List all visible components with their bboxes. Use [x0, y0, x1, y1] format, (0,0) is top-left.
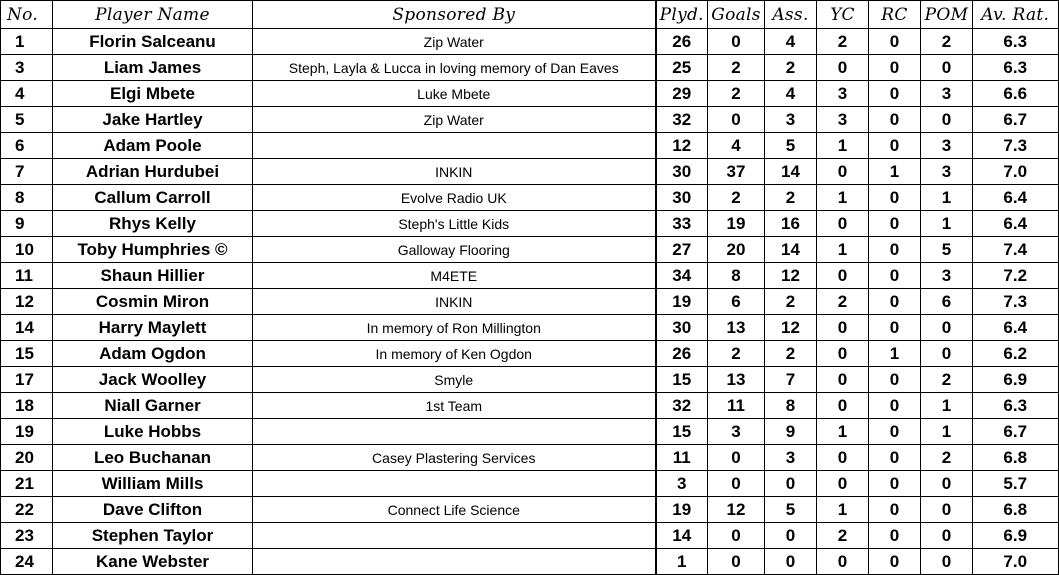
player-sponsor	[253, 523, 656, 549]
header-pom: POM	[921, 1, 973, 29]
player-number: 8	[1, 185, 53, 211]
player-sponsor: Steph, Layla & Lucca in loving memory of Dan Eaves	[253, 55, 656, 81]
player-of-match-count: 0	[921, 107, 973, 133]
table-row	[1, 237, 1059, 263]
goals-count: 2	[708, 185, 765, 211]
player-sponsor: INKIN	[253, 289, 656, 315]
red-cards-count: 0	[869, 445, 921, 471]
average-rating: 7.3	[973, 133, 1059, 159]
average-rating: 6.6	[973, 81, 1059, 107]
red-cards-count: 0	[869, 419, 921, 445]
average-rating: 6.2	[973, 341, 1059, 367]
table-row	[1, 55, 1059, 81]
yellow-cards-count: 3	[817, 107, 869, 133]
player-name: William Mills	[53, 471, 253, 497]
assists-count: 4	[765, 81, 817, 107]
yellow-cards-count: 0	[817, 159, 869, 185]
table-row	[1, 159, 1059, 185]
yellow-cards-count: 0	[817, 341, 869, 367]
goals-count: 13	[708, 315, 765, 341]
player-name: Jack Woolley	[53, 367, 253, 393]
player-name: Adam Ogdon	[53, 341, 253, 367]
red-cards-count: 0	[869, 133, 921, 159]
player-name: Florin Salceanu	[53, 29, 253, 55]
assists-count: 7	[765, 367, 817, 393]
yellow-cards-count: 1	[817, 419, 869, 445]
table-row	[1, 419, 1059, 445]
yellow-cards-count: 0	[817, 471, 869, 497]
header-player-name: Player Name	[53, 1, 253, 29]
yellow-cards-count: 2	[817, 523, 869, 549]
average-rating: 6.7	[973, 107, 1059, 133]
header-sponsored-by: Sponsored By	[253, 1, 656, 29]
player-name: Stephen Taylor	[53, 523, 253, 549]
red-cards-count: 0	[869, 367, 921, 393]
yellow-cards-count: 0	[817, 393, 869, 419]
goals-count: 2	[708, 81, 765, 107]
player-sponsor: Zip Water	[253, 29, 656, 55]
player-number: 6	[1, 133, 53, 159]
player-of-match-count: 0	[921, 523, 973, 549]
assists-count: 12	[765, 263, 817, 289]
average-rating: 6.8	[973, 497, 1059, 523]
average-rating: 6.4	[973, 185, 1059, 211]
assists-count: 0	[765, 549, 817, 575]
assists-count: 5	[765, 497, 817, 523]
player-name: Dave Clifton	[53, 497, 253, 523]
assists-count: 2	[765, 341, 817, 367]
player-name: Liam James	[53, 55, 253, 81]
played-count: 26	[656, 29, 708, 55]
player-of-match-count: 3	[921, 81, 973, 107]
average-rating: 6.9	[973, 523, 1059, 549]
assists-count: 14	[765, 159, 817, 185]
player-of-match-count: 5	[921, 237, 973, 263]
header-av-rat: Av. Rat.	[973, 1, 1059, 29]
yellow-cards-count: 1	[817, 237, 869, 263]
played-count: 12	[656, 133, 708, 159]
player-sponsor	[253, 549, 656, 575]
player-of-match-count: 0	[921, 55, 973, 81]
red-cards-count: 1	[869, 159, 921, 185]
assists-count: 2	[765, 185, 817, 211]
player-name: Cosmin Miron	[53, 289, 253, 315]
assists-count: 0	[765, 523, 817, 549]
player-sponsor: Luke Mbete	[253, 81, 656, 107]
red-cards-count: 0	[869, 263, 921, 289]
average-rating: 6.3	[973, 29, 1059, 55]
player-sponsor	[253, 133, 656, 159]
header-plyd: Plyd.	[656, 1, 708, 29]
table-row	[1, 523, 1059, 549]
yellow-cards-count: 1	[817, 185, 869, 211]
played-count: 26	[656, 341, 708, 367]
goals-count: 6	[708, 289, 765, 315]
assists-count: 2	[765, 55, 817, 81]
red-cards-count: 0	[869, 497, 921, 523]
player-number: 3	[1, 55, 53, 81]
player-name: Leo Buchanan	[53, 445, 253, 471]
header-row	[1, 1, 1059, 29]
player-name: Kane Webster	[53, 549, 253, 575]
player-name: Niall Garner	[53, 393, 253, 419]
player-sponsor: Galloway Flooring	[253, 237, 656, 263]
player-of-match-count: 6	[921, 289, 973, 315]
played-count: 27	[656, 237, 708, 263]
goals-count: 19	[708, 211, 765, 237]
red-cards-count: 1	[869, 341, 921, 367]
average-rating: 6.7	[973, 419, 1059, 445]
player-of-match-count: 0	[921, 315, 973, 341]
player-number: 15	[1, 341, 53, 367]
goals-count: 37	[708, 159, 765, 185]
player-sponsor	[253, 471, 656, 497]
player-sponsor: In memory of Ken Ogdon	[253, 341, 656, 367]
player-of-match-count: 0	[921, 471, 973, 497]
table-header	[1, 1, 1059, 29]
yellow-cards-count: 3	[817, 81, 869, 107]
player-of-match-count: 2	[921, 445, 973, 471]
player-of-match-count: 0	[921, 549, 973, 575]
table-row	[1, 289, 1059, 315]
player-name: Elgi Mbete	[53, 81, 253, 107]
table-row	[1, 29, 1059, 55]
red-cards-count: 0	[869, 107, 921, 133]
player-name: Toby Humphries ©	[53, 237, 253, 263]
goals-count: 3	[708, 419, 765, 445]
yellow-cards-count: 0	[817, 55, 869, 81]
red-cards-count: 0	[869, 211, 921, 237]
assists-count: 9	[765, 419, 817, 445]
header-yc: YC	[817, 1, 869, 29]
player-name: Adrian Hurdubei	[53, 159, 253, 185]
player-of-match-count: 3	[921, 263, 973, 289]
table-row	[1, 471, 1059, 497]
goals-count: 0	[708, 471, 765, 497]
player-sponsor: Zip Water	[253, 107, 656, 133]
played-count: 19	[656, 289, 708, 315]
player-of-match-count: 2	[921, 29, 973, 55]
player-sponsor: Evolve Radio UK	[253, 185, 656, 211]
player-number: 12	[1, 289, 53, 315]
player-number: 10	[1, 237, 53, 263]
played-count: 30	[656, 159, 708, 185]
player-number: 5	[1, 107, 53, 133]
player-of-match-count: 1	[921, 185, 973, 211]
played-count: 15	[656, 367, 708, 393]
player-name: Harry Maylett	[53, 315, 253, 341]
average-rating: 6.9	[973, 367, 1059, 393]
yellow-cards-count: 0	[817, 549, 869, 575]
red-cards-count: 0	[869, 29, 921, 55]
yellow-cards-count: 2	[817, 29, 869, 55]
header-rc: RC	[869, 1, 921, 29]
red-cards-count: 0	[869, 523, 921, 549]
played-count: 30	[656, 185, 708, 211]
goals-count: 12	[708, 497, 765, 523]
player-name: Callum Carroll	[53, 185, 253, 211]
played-count: 32	[656, 107, 708, 133]
red-cards-count: 0	[869, 393, 921, 419]
table-row	[1, 133, 1059, 159]
yellow-cards-count: 2	[817, 289, 869, 315]
yellow-cards-count: 0	[817, 367, 869, 393]
played-count: 19	[656, 497, 708, 523]
player-of-match-count: 1	[921, 419, 973, 445]
assists-count: 3	[765, 445, 817, 471]
red-cards-count: 0	[869, 549, 921, 575]
player-name: Luke Hobbs	[53, 419, 253, 445]
player-name: Adam Poole	[53, 133, 253, 159]
player-number: 21	[1, 471, 53, 497]
average-rating: 7.0	[973, 159, 1059, 185]
player-sponsor: In memory of Ron Millington	[253, 315, 656, 341]
player-sponsor: 1st Team	[253, 393, 656, 419]
player-of-match-count: 1	[921, 211, 973, 237]
player-sponsor: Smyle	[253, 367, 656, 393]
assists-count: 16	[765, 211, 817, 237]
player-name: Rhys Kelly	[53, 211, 253, 237]
player-number: 17	[1, 367, 53, 393]
red-cards-count: 0	[869, 237, 921, 263]
yellow-cards-count: 0	[817, 445, 869, 471]
goals-count: 0	[708, 523, 765, 549]
goals-count: 0	[708, 107, 765, 133]
average-rating: 6.4	[973, 315, 1059, 341]
assists-count: 5	[765, 133, 817, 159]
player-number: 24	[1, 549, 53, 575]
played-count: 1	[656, 549, 708, 575]
assists-count: 2	[765, 289, 817, 315]
table-row	[1, 549, 1059, 575]
average-rating: 5.7	[973, 471, 1059, 497]
player-number: 23	[1, 523, 53, 549]
player-sponsor: INKIN	[253, 159, 656, 185]
played-count: 14	[656, 523, 708, 549]
table-row	[1, 211, 1059, 237]
player-of-match-count: 2	[921, 367, 973, 393]
goals-count: 0	[708, 445, 765, 471]
table-row	[1, 263, 1059, 289]
played-count: 29	[656, 81, 708, 107]
yellow-cards-count: 0	[817, 315, 869, 341]
played-count: 15	[656, 419, 708, 445]
player-number: 18	[1, 393, 53, 419]
goals-count: 0	[708, 549, 765, 575]
goals-count: 8	[708, 263, 765, 289]
yellow-cards-count: 0	[817, 263, 869, 289]
player-number: 9	[1, 211, 53, 237]
played-count: 3	[656, 471, 708, 497]
assists-count: 12	[765, 315, 817, 341]
played-count: 25	[656, 55, 708, 81]
player-sponsor: Connect Life Science	[253, 497, 656, 523]
average-rating: 6.3	[973, 393, 1059, 419]
red-cards-count: 0	[869, 185, 921, 211]
goals-count: 2	[708, 341, 765, 367]
player-sponsor	[253, 419, 656, 445]
table-row	[1, 315, 1059, 341]
player-number: 14	[1, 315, 53, 341]
player-of-match-count: 0	[921, 341, 973, 367]
played-count: 32	[656, 393, 708, 419]
assists-count: 0	[765, 471, 817, 497]
table-row	[1, 341, 1059, 367]
player-sponsor: M4ETE	[253, 263, 656, 289]
table-row	[1, 497, 1059, 523]
red-cards-count: 0	[869, 471, 921, 497]
player-name: Shaun Hillier	[53, 263, 253, 289]
assists-count: 4	[765, 29, 817, 55]
player-number: 1	[1, 29, 53, 55]
player-number: 19	[1, 419, 53, 445]
played-count: 30	[656, 315, 708, 341]
played-count: 33	[656, 211, 708, 237]
average-rating: 7.3	[973, 289, 1059, 315]
average-rating: 7.4	[973, 237, 1059, 263]
header-goals: Goals	[708, 1, 765, 29]
goals-count: 13	[708, 367, 765, 393]
played-count: 11	[656, 445, 708, 471]
player-number: 22	[1, 497, 53, 523]
yellow-cards-count: 1	[817, 497, 869, 523]
table-row	[1, 81, 1059, 107]
player-of-match-count: 3	[921, 133, 973, 159]
red-cards-count: 0	[869, 55, 921, 81]
player-of-match-count: 0	[921, 497, 973, 523]
table-row	[1, 393, 1059, 419]
header-ass: Ass.	[765, 1, 817, 29]
player-sponsor: Steph's Little Kids	[253, 211, 656, 237]
table-row	[1, 185, 1059, 211]
average-rating: 6.8	[973, 445, 1059, 471]
table-body	[1, 29, 1059, 575]
goals-count: 11	[708, 393, 765, 419]
average-rating: 6.4	[973, 211, 1059, 237]
goals-count: 4	[708, 133, 765, 159]
player-of-match-count: 1	[921, 393, 973, 419]
table-row	[1, 107, 1059, 133]
table-row	[1, 367, 1059, 393]
player-number: 4	[1, 81, 53, 107]
player-number: 7	[1, 159, 53, 185]
assists-count: 8	[765, 393, 817, 419]
yellow-cards-count: 1	[817, 133, 869, 159]
average-rating: 6.3	[973, 55, 1059, 81]
player-sponsor: Casey Plastering Services	[253, 445, 656, 471]
red-cards-count: 0	[869, 289, 921, 315]
player-number: 20	[1, 445, 53, 471]
header-no: No.	[1, 1, 53, 29]
player-number: 11	[1, 263, 53, 289]
player-name: Jake Hartley	[53, 107, 253, 133]
red-cards-count: 0	[869, 81, 921, 107]
yellow-cards-count: 0	[817, 211, 869, 237]
average-rating: 7.2	[973, 263, 1059, 289]
goals-count: 20	[708, 237, 765, 263]
player-of-match-count: 3	[921, 159, 973, 185]
average-rating: 7.0	[973, 549, 1059, 575]
played-count: 34	[656, 263, 708, 289]
table-row	[1, 445, 1059, 471]
goals-count: 0	[708, 29, 765, 55]
red-cards-count: 0	[869, 315, 921, 341]
assists-count: 14	[765, 237, 817, 263]
assists-count: 3	[765, 107, 817, 133]
goals-count: 2	[708, 55, 765, 81]
